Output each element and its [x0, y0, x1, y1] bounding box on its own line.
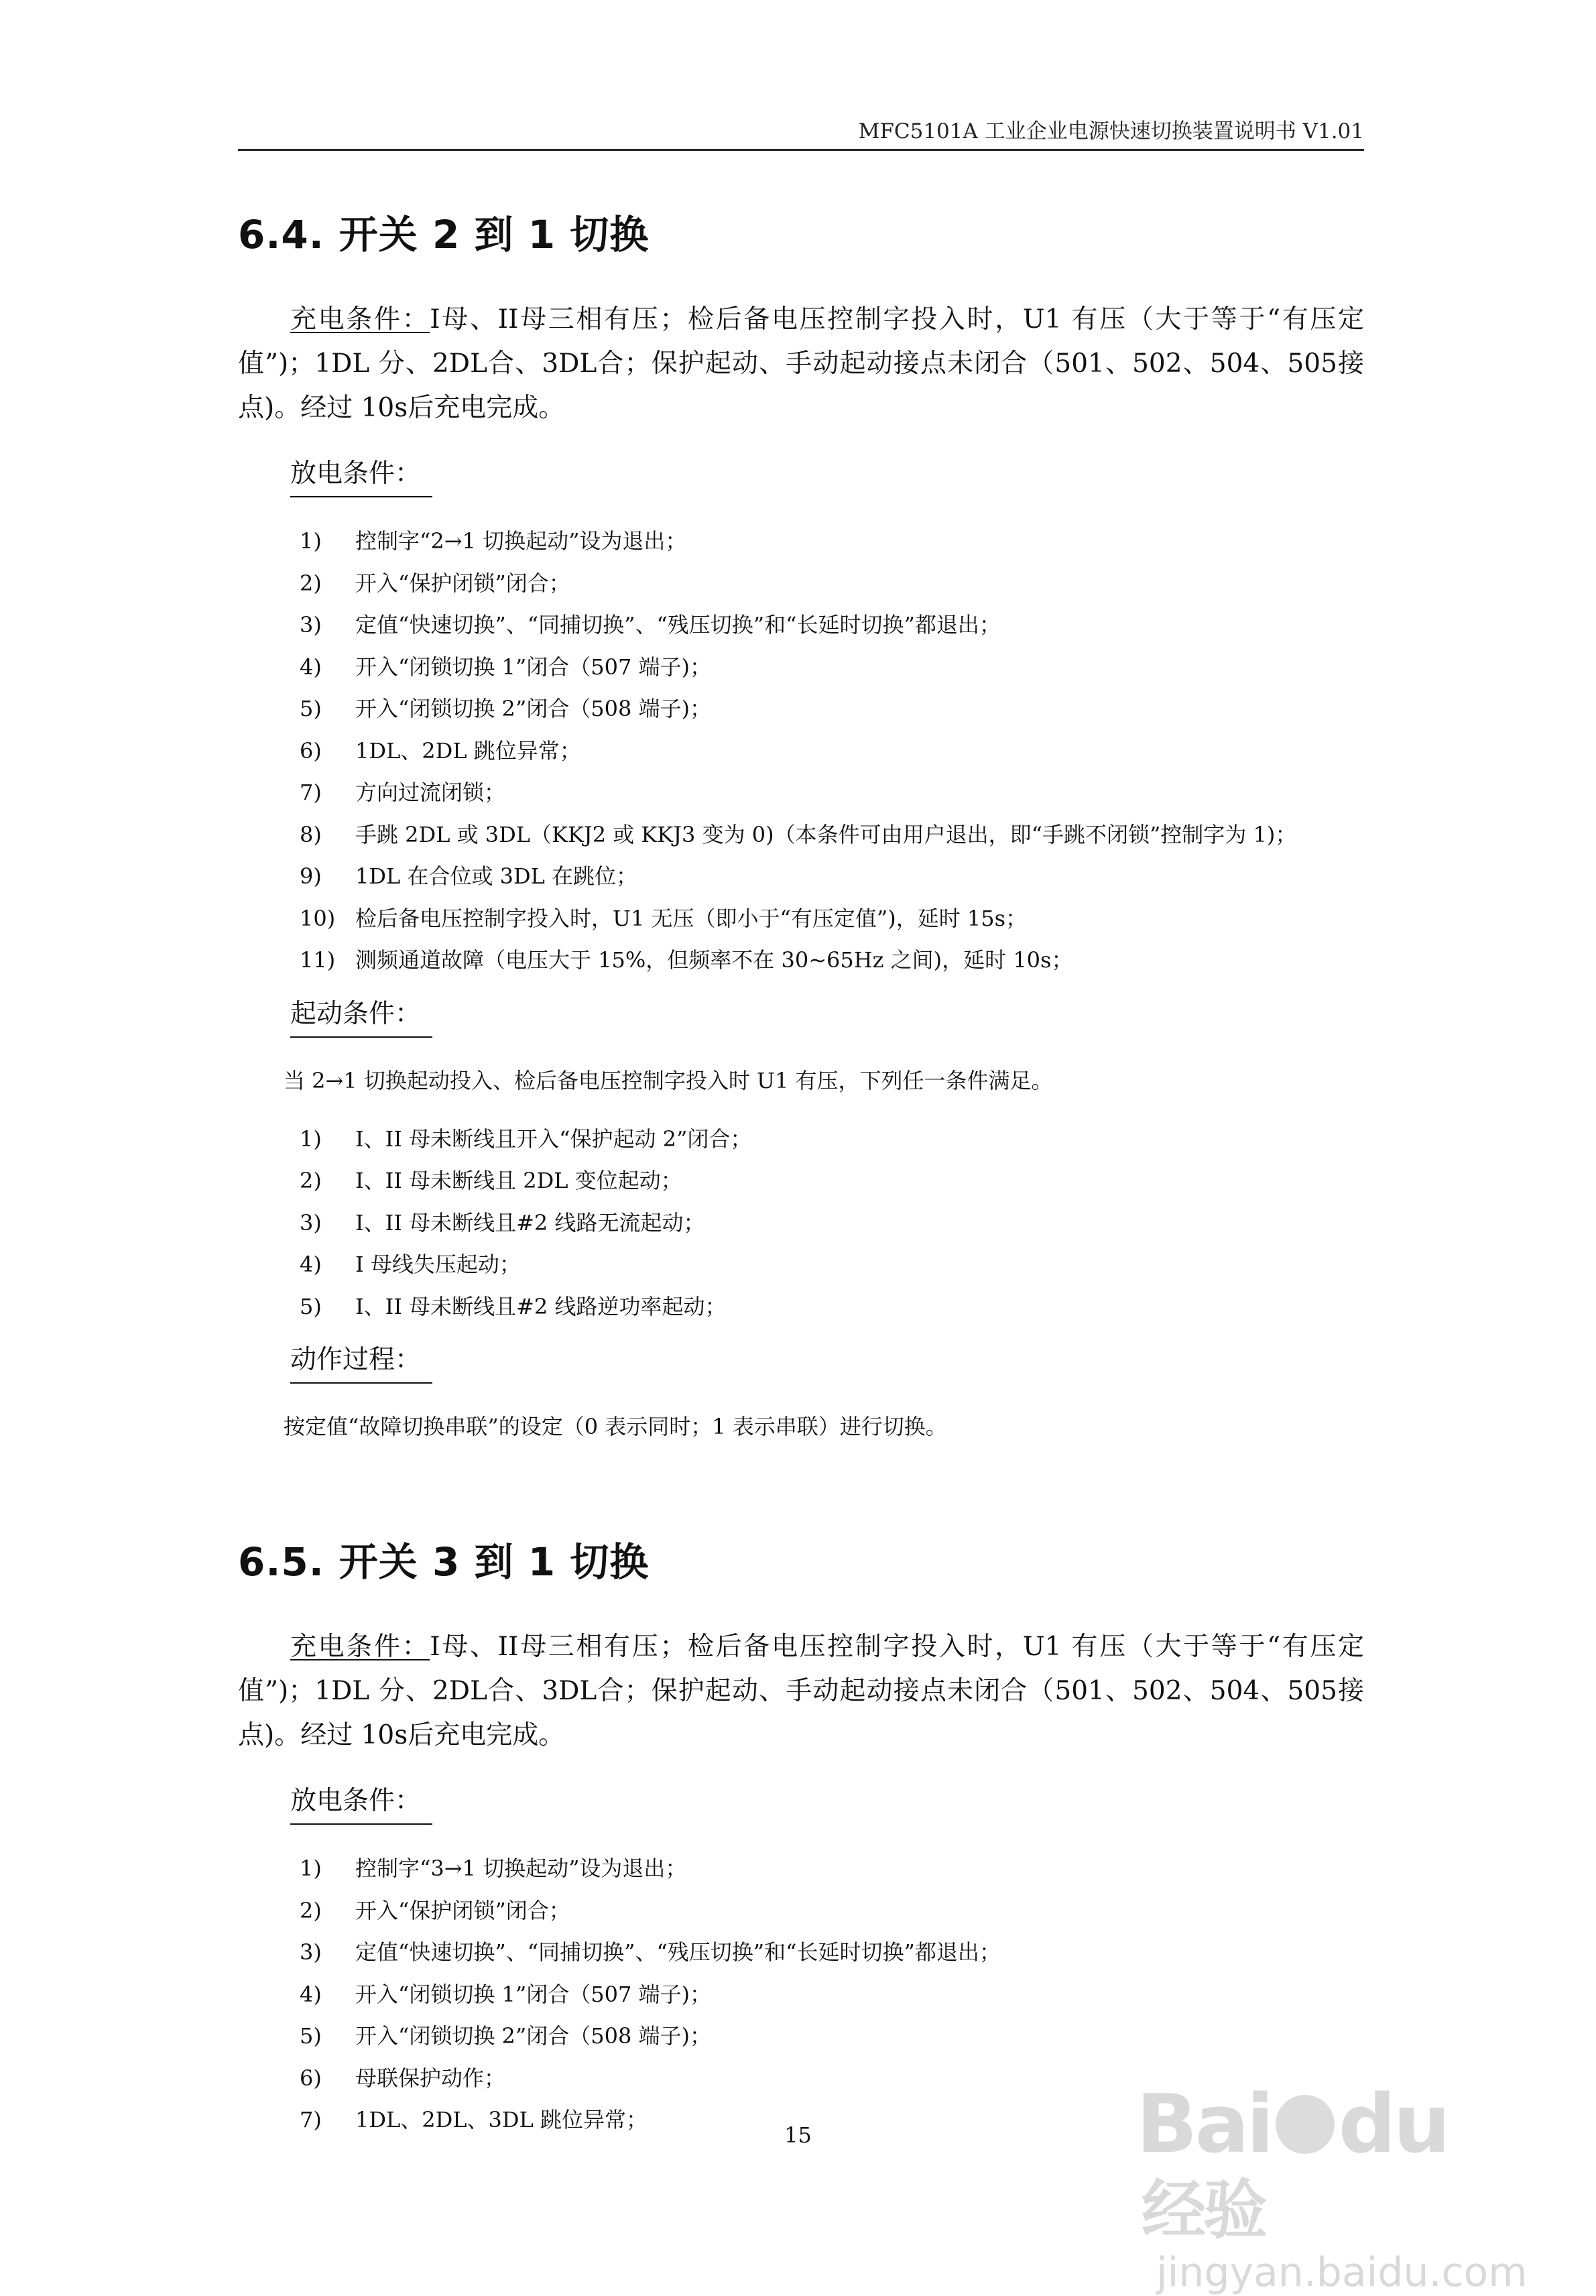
list-item: 1) I、II 母未断线且开入“保护起动 2”闭合；	[300, 1126, 752, 1152]
list-item: 8) 手跳 2DL 或 3DL（KKJ2 或 KKJ3 变为 0)（本条件可由用户退出，即“手跳不闭锁”控制字为 1)；	[300, 821, 1297, 847]
list-item: 2) 开入“保护闭锁”闭合；	[300, 570, 570, 596]
charge-condition	[238, 1625, 1364, 1758]
list-item: 11) 测频通道故障（电压大于 15%，但频率不在 30~65Hz 之间)，延时 10s；	[300, 947, 1073, 973]
discharge-label: 放电条件：	[290, 452, 432, 497]
list-item: 5) 开入“闭锁切换 2”闭合（508 端子)；	[300, 2023, 711, 2049]
list-item: 1) 控制字“3→1 切换起动”设为退出；	[300, 1856, 687, 1881]
list-item: 3) I、II 母未断线且#2 线路无流起动；	[300, 1209, 705, 1235]
paw-icon	[1276, 2095, 1335, 2154]
section-title	[238, 201, 1364, 268]
discharge-label: 放电条件：	[290, 1779, 432, 1825]
list-item: 2) I、II 母未断线且 2DL 变位起动；	[300, 1168, 682, 1193]
charge-label: 充电条件：	[290, 1632, 430, 1662]
action-label: 动作过程：	[290, 1338, 432, 1384]
section-6-4	[238, 201, 1364, 1447]
section-title-text: 开关 2 到 1 切换	[339, 212, 650, 257]
baidu-jingyan-watermark	[1136, 2078, 1528, 2296]
list-item: 6) 1DL、2DL 跳位异常；	[300, 737, 581, 764]
action-note: 按定值“故障切换串联”的设定（0 表示同时；1 表示串联）进行切换。	[284, 1414, 947, 1439]
header-rule	[238, 149, 1364, 151]
list-item: 9) 1DL 在合位或 3DL 在跳位；	[300, 863, 638, 889]
watermark-url: jingyan.baidu.com	[1156, 2249, 1528, 2296]
charge-text: I母、II母三相有压；检后备电压控制字投入时，U1 有压（大于等于“有压定值”)；1DL 分、2DL合、3DL合；保护起动、手动起动接点未闭合（501、502、504、505接点)。经过 10s后充电完成。	[238, 304, 1364, 423]
list-item: 3) 定值“快速切换”、“同捕切换”、“残压切换”和“长延时切换”都退出；	[300, 612, 1001, 638]
page-content	[238, 201, 1364, 2145]
page-header: MFC5101A 工业企业电源快速切换装置说明书 V1.01	[858, 119, 1364, 143]
section-title	[238, 1528, 1364, 1595]
list-item: 6) 母联保护动作；	[300, 2065, 506, 2091]
list-item: 7) 方向过流闭锁；	[300, 780, 506, 805]
section-6-5	[238, 1528, 1364, 2141]
list-item: 7) 1DL、2DL、3DL 跳位异常；	[300, 2107, 648, 2132]
list-item: 4) I 母线失压起动；	[300, 1252, 521, 1277]
charge-text: I母、II母三相有压；检后备电压控制字投入时，U1 有压（大于等于“有压定值”)；1DL 分、2DL合、3DL合；保护起动、手动起动接点未闭合（501、502、504、505接点)。经过 10s后充电完成。	[238, 1632, 1364, 1750]
start-note: 当 2→1 切换起动投入、检后备电压控制字投入时 U1 有压，下列任一条件满足。	[284, 1067, 1053, 1093]
list-item: 5) I、II 母未断线且#2 线路逆功率起动；	[300, 1293, 727, 1319]
charge-condition	[238, 298, 1364, 430]
start-label: 起动条件：	[290, 992, 432, 1038]
list-item: 2) 开入“保护闭锁”闭合；	[300, 1897, 570, 1923]
list-item: 3) 定值“快速切换”、“同捕切换”、“残压切换”和“长延时切换”都退出；	[300, 1939, 1001, 1965]
list-item: 10) 检后备电压控制字投入时，U1 无压（即小于“有压定值”)，延时 15s；	[300, 905, 1028, 931]
watermark-logo: Bai du经验	[1136, 2078, 1448, 2248]
list-item: 5) 开入“闭锁切换 2”闭合（508 端子)；	[300, 696, 711, 721]
list-item: 4) 开入“闭锁切换 1”闭合（507 端子)；	[300, 654, 711, 680]
charge-label: 充电条件：	[290, 304, 430, 335]
section-number: 6.4.	[238, 212, 324, 257]
list-item: 4) 开入“闭锁切换 1”闭合（507 端子)；	[300, 1981, 711, 2007]
discharge-list	[238, 520, 1364, 981]
section-title-text: 开关 3 到 1 切换	[339, 1539, 650, 1585]
list-item: 1) 控制字“2→1 切换起动”设为退出；	[300, 528, 687, 554]
start-list	[238, 1118, 1364, 1328]
page-number: 15	[784, 2122, 812, 2148]
section-number: 6.5.	[238, 1539, 324, 1585]
